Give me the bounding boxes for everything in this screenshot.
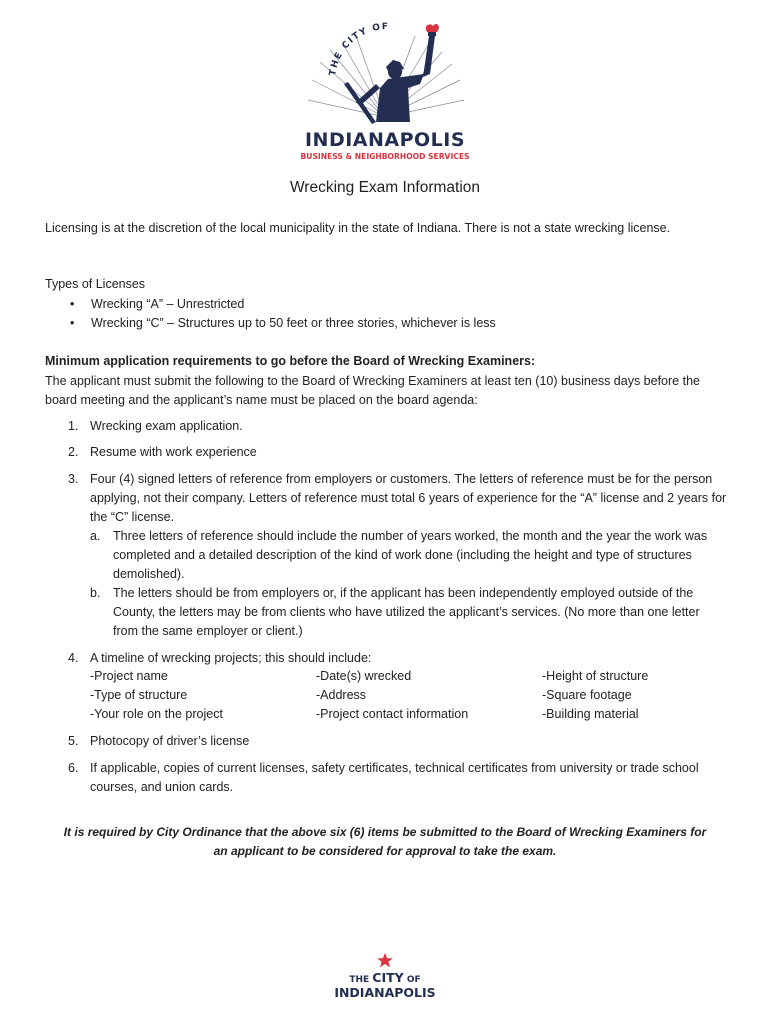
- sub-requirement-text: The letters should be from employers or, if the applicant has been independently employed outside of the County, the letters may be from clients who have utilized the applicant’s services. (No more than one letter from the same employer or client.): [113, 586, 700, 638]
- torch-flame-icon: [426, 24, 439, 32]
- timeline-field: -Date(s) wrecked: [316, 669, 412, 683]
- list-number: 3.: [68, 472, 79, 486]
- list-item: [70, 295, 730, 315]
- requirement-text: Photocopy of driver’s license: [90, 734, 250, 748]
- seal-city-name: INDIANAPOLIS: [304, 129, 466, 151]
- requirement-text: Wrecking exam application.: [90, 419, 243, 433]
- license-type-a: Wrecking “A” – Unrestricted: [91, 297, 245, 311]
- closing-note: It is required by City Ordinance that the above six (6) items be submitted to the Board of Wrecking Examiners for an applicant to be considered for approval to take the exam.: [63, 825, 707, 858]
- requirement-text: Resume with work experience: [90, 445, 257, 459]
- timeline-field: -Square footage: [542, 688, 632, 702]
- timeline-field: -Project name: [90, 669, 168, 683]
- list-item: [70, 314, 730, 334]
- star-icon: [377, 953, 393, 967]
- timeline-field: -Building material: [542, 707, 639, 721]
- intro-paragraph: Licensing is at the discretion of the local municipality in the state of Indiana. There is not a state wrecking license.: [45, 221, 671, 235]
- seal-department-name: BUSINESS & NEIGHBORHOOD SERVICES: [300, 152, 470, 161]
- requirement-text: Four (4) signed letters of reference from employers or customers. The letters of reference must be for the person applying, not their company. Letters of reference must total 6 years of experience for the “A” license and 2 years for the “C” license.: [90, 472, 727, 524]
- seal-arc-text: THE CITY OF: [328, 22, 390, 77]
- timeline-field: -Project contact information: [316, 707, 469, 721]
- timeline-field: -Your role on the project: [90, 707, 223, 721]
- requirements-intro: The applicant must submit the following to the Board of Wrecking Examiners at least ten (10) business days before the board meeting and the applicant’s name must be placed on the board agenda:: [45, 374, 700, 407]
- requirements-heading: Minimum application requirements to go before the Board of Wrecking Examiners:: [45, 354, 536, 368]
- types-heading: Types of Licenses: [45, 277, 146, 291]
- sub-list-letter: b.: [90, 586, 101, 600]
- timeline-field: -Height of structure: [542, 669, 649, 683]
- footer-logo-line1: THE CITY OF: [349, 970, 421, 985]
- list-number: 5.: [68, 734, 79, 748]
- list-number: 6.: [68, 761, 79, 775]
- list-number: 2.: [68, 445, 79, 459]
- requirement-text: If applicable, copies of current licenses, safety certificates, technical certificates from university or trade school courses, and union cards.: [90, 761, 699, 794]
- license-type-c: Wrecking “C” – Structures up to 50 feet or three stories, whichever is less: [91, 316, 496, 330]
- page-title: Wrecking Exam Information: [289, 179, 481, 196]
- timeline-field: -Type of structure: [90, 688, 188, 702]
- footer-city-logo: [322, 952, 448, 1002]
- sub-requirement-text: Three letters of reference should include the number of years worked, the month and the year the work was completed and a detailed description of the kind of work done (including the height and type of structures demolished).: [113, 529, 708, 581]
- requirement-text: A timeline of wrecking projects; this should include:: [90, 651, 372, 665]
- footer-logo-line2: INDIANAPOLIS: [334, 985, 436, 1000]
- list-number: 1.: [68, 419, 79, 433]
- city-seal-logo: [290, 22, 480, 162]
- sub-list-letter: a.: [90, 529, 101, 543]
- bullet-icon: •: [70, 297, 75, 311]
- bullet-icon: •: [70, 316, 75, 330]
- list-number: 4.: [68, 651, 79, 665]
- timeline-field: -Address: [316, 688, 367, 702]
